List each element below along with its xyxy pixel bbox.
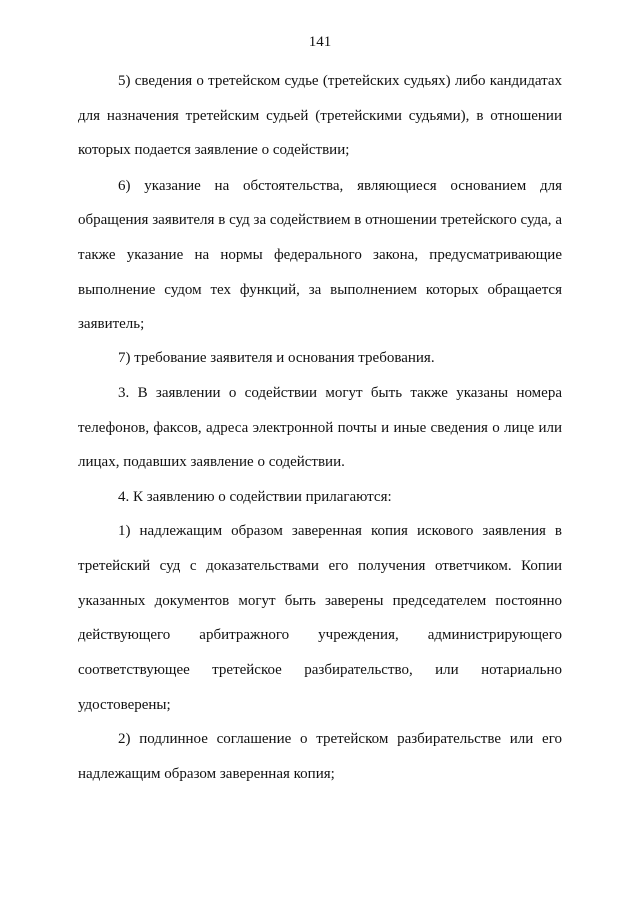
text-line: 5) сведения о третейском судье (третейских судьях) либо кандидатах — [118, 73, 562, 89]
text-line: 6) указание на обстоятельства, являющиеся основанием для — [118, 178, 562, 194]
text-line: третейский суд с доказательствами его получения ответчиком. Копии — [78, 558, 562, 574]
text-line: заявитель; — [78, 316, 145, 332]
text-line: телефонов, факсов, адреса электронной почты и иные сведения о лице или — [78, 420, 562, 436]
text-line: удостоверены; — [78, 697, 171, 713]
text-line: для назначения третейским судьей (третейскими судьями), в отношении — [78, 108, 562, 124]
text-line: соответствующее третейское разбирательство, или нотариально — [78, 662, 562, 678]
text-line: 7) требование заявителя и основания требования. — [118, 350, 435, 366]
text-line: которых подается заявление о содействии; — [78, 142, 350, 158]
text-line: надлежащим образом заверенная копия; — [78, 766, 335, 782]
page-number: 141 — [308, 34, 332, 50]
text-line: также указание на нормы федерального закона, предусматривающие — [78, 247, 562, 263]
text-line: 3. В заявлении о содействии могут быть также указаны номера — [118, 385, 562, 401]
text-line: действующего арбитражного учреждения, администрирующего — [78, 627, 562, 643]
text-line: указанных документов могут быть заверены председателем постоянно — [78, 593, 562, 609]
text-line: 1) надлежащим образом заверенная копия искового заявления в — [118, 523, 562, 539]
text-line: 4. К заявлению о содействии прилагаются: — [118, 489, 392, 505]
text-line: обращения заявителя в суд за содействием в отношении третейского суда, а — [78, 212, 562, 228]
text-line: выполнение судом тех функций, за выполнением которых обращается — [78, 282, 562, 298]
text-line: лицах, подавших заявление о содействии. — [78, 454, 345, 470]
text-line: 2) подлинное соглашение о третейском разбирательстве или его — [118, 731, 562, 747]
